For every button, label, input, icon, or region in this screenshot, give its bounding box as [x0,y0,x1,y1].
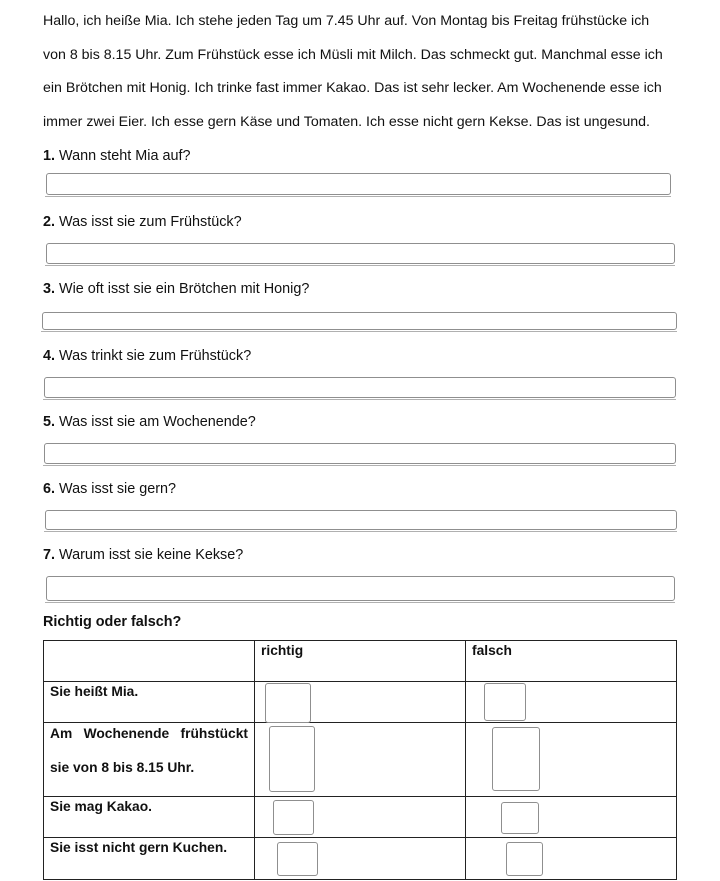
statement-text: Sie heißt Mia. [50,684,139,699]
answer-field-5[interactable] [44,443,676,464]
falsch-cell [466,723,677,797]
question-1 [43,146,190,166]
question-text: Was isst sie gern? [59,481,177,497]
falsch-label: falsch [472,643,512,658]
question-number: 6. [43,481,56,497]
question-number: 5. [43,414,56,430]
answer-field-4[interactable] [44,377,676,398]
question-4 [43,346,251,366]
richtig-checkbox-3[interactable] [273,800,314,835]
question-text: Wann steht Mia auf? [59,148,191,164]
question-number: 7. [43,547,56,563]
falsch-checkbox-3[interactable] [501,802,539,834]
statement-text-line-2: sie von 8 bis 8.15 Uhr. [50,760,195,775]
richtig-cell [255,682,466,723]
richtig-column-header [255,641,466,682]
falsch-checkbox-4[interactable] [506,842,543,876]
question-text: Was isst sie am Wochenende? [59,414,256,430]
statement-cell [44,797,255,838]
answer-field-3[interactable] [42,312,677,330]
statement-text-line-1: Am Wochenende frühstückt [50,726,248,741]
answer-field-6[interactable] [45,510,677,530]
reading-line: ein Brötchen mit Honig. Ich trinke fast immer Kakao. Das ist sehr lecker. Am Wochenende esse ich [43,80,662,97]
richtig-cell [255,797,466,838]
falsch-column-header [466,641,677,682]
reading-line: Hallo, ich heiße Mia. Ich stehe jeden Tag um 7.45 Uhr auf. Von Montag bis Freitag frühstücke ich [43,13,650,29]
falsch-checkbox-1[interactable] [484,683,526,721]
falsch-checkbox-2[interactable] [492,727,540,791]
question-5 [43,412,256,432]
question-2 [43,212,242,232]
question-3 [43,279,309,299]
empty-header-cell [44,641,255,682]
question-number: 1. [43,148,56,164]
table-row [44,723,677,797]
question-number: 4. [43,348,56,364]
true-false-table [43,640,677,880]
table-header-row [44,641,677,682]
question-7 [43,545,243,565]
richtig-label: richtig [261,643,304,658]
richtig-cell [255,838,466,880]
answer-field-1[interactable] [46,173,671,195]
richtig-checkbox-1[interactable] [265,683,311,723]
question-text: Was isst sie zum Frühstück? [59,214,242,230]
statement-text: Sie mag Kakao. [50,799,152,814]
statement-cell [44,838,255,880]
table-row [44,838,677,880]
statement-cell [44,723,255,797]
table-row [44,682,677,723]
statement-cell [44,682,255,723]
question-number: 3. [43,281,56,297]
question-6 [43,479,176,499]
question-text: Wie oft isst sie ein Brötchen mit Honig? [59,281,310,297]
answer-field-2[interactable] [46,243,675,264]
reading-text [43,9,683,143]
richtig-checkbox-4[interactable] [277,842,318,876]
reading-line: von 8 bis 8.15 Uhr. Zum Frühstück esse ich Müsli mit Milch. Das schmeckt gut. Manchmal esse ich [43,46,663,63]
question-text: Was trinkt sie zum Frühstück? [59,348,252,364]
falsch-cell [466,682,677,723]
true-false-heading: Richtig oder falsch? [43,614,182,630]
question-text: Warum isst sie keine Kekse? [59,547,244,563]
falsch-cell [466,797,677,838]
richtig-cell [255,723,466,797]
falsch-cell [466,838,677,880]
table-row [44,797,677,838]
statement-text: Sie isst nicht gern Kuchen. [50,840,228,855]
richtig-checkbox-2[interactable] [269,726,315,792]
reading-line: immer zwei Eier. Ich esse gern Käse und Tomaten. Ich esse nicht gern Kekse. Das ist ungesund. [43,113,650,130]
question-number: 2. [43,214,56,230]
answer-field-7[interactable] [46,576,675,601]
